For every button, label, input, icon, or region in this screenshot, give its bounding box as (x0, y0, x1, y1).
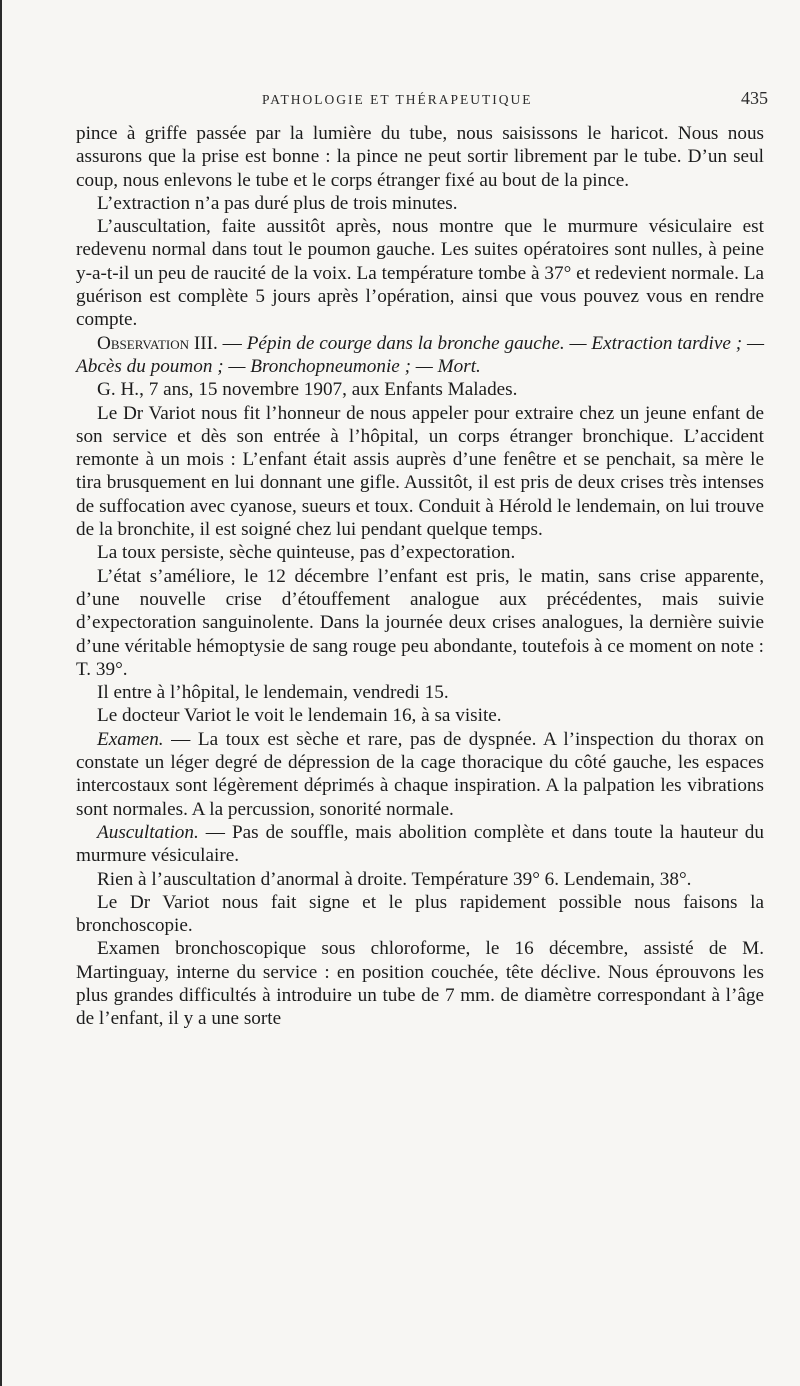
observation-heading (76, 332, 764, 379)
paragraph: L’état s’améliore, le 12 décembre l’enfant est pris, le matin, sans crise apparente, d’une nouvelle crise d’étouffement analogue aux précédentes, mais suivie d’expectoration sanguinolente. Dans la journée deux crises analogues, la dernière suivie d’une véritable hémoptysie de sang rouge peu abondante, toutefois à ce moment on note : T. 39°. (76, 565, 764, 680)
paragraph: Rien à l’auscultation d’anormal à droite. Température 39° 6. Lendemain, 38°. (97, 868, 692, 890)
paragraph: Le Dr Variot nous fit l’honneur de nous appeler pour extraire chez un jeune enfant de son service et dès son entrée à l’hôpital, un corps étranger bronchique. L’accident remonte à un mois : L’enfant était assis auprès d’une fenêtre et se penchait, sa mère le tira brusquement en lui donnant une gifle. Aussitôt, il est pris de deux crises très intenses de suffocation avec cyanose, sueurs et toux. Conduit à Hérold le lendemain, on lui trouve de la bronchite, il est soigné chez lui pendant quelque temps. (76, 402, 764, 541)
paragraph: Il entre à l’hôpital, le lendemain, vendredi 15. (97, 682, 449, 704)
observation-dash: — (217, 332, 247, 354)
paragraph-examen (76, 728, 764, 821)
paragraph: G. H., 7 ans, 15 novembre 1907, aux Enfants Malades. (97, 379, 518, 401)
paragraph: Le Dr Variot nous fait signe et le plus rapidement possible nous faisons la bronchoscopie. (76, 891, 764, 937)
page-edge (0, 0, 2, 1386)
page-header (262, 88, 768, 109)
observation-title: Pépin de courge dans la bronche gauche. — Extraction tardive ; — Abcès du poumon ; — Bronchopneumonie ; — Mort. (76, 332, 765, 377)
auscultation-text: — Pas de souffle, mais abolition complète et dans toute la hauteur du murmure vésiculaire. (76, 821, 764, 867)
paragraph: L’extraction n’a pas duré plus de trois minutes. (97, 192, 458, 214)
auscultation-label: Auscultation. (97, 821, 199, 843)
paragraph-auscultation (76, 821, 764, 868)
examen-label: Examen. (97, 728, 164, 750)
paragraph: L’auscultation, faite aussitôt après, nous montre que le murmure vésiculaire est redevenu normal dans tout le poumon gauche. Les suites opératoires sont nulles, à peine y-a-t-il un peu de raucité de la voix. La température tombe à 37° et redevient normale. La guérison est complète 5 jours après l’opération, ainsi que vous pouvez vous en rendre compte. (76, 216, 764, 331)
paragraph: Le docteur Variot le voit le lendemain 16, à sa visite. (97, 705, 502, 727)
paragraph: Examen bronchoscopique sous chloroforme, le 16 décembre, assisté de M. Martinguay, interne du service : en position couchée, tête déclive. Nous éprouvons les plus grandes difficultés à introduire un tube de 7 mm. de diamètre correspondant à l’âge de l’enfant, il y a une sorte (76, 938, 764, 1030)
paragraph: La toux persiste, sèche quinteuse, pas d’expectoration. (97, 542, 516, 564)
body-text (76, 122, 764, 1031)
examen-text: — La toux est sèche et rare, pas de dyspnée. A l’inspection du thorax on constate un léger degré de dépression de la cage thoracique du côté gauche, les espaces intercostaux sont légèrement déprimés à chaque inspiration. A la palpation les vibrations sont normales. A la percussion, sonorité normale. (76, 728, 764, 820)
paragraph: pince à griffe passée par la lumière du tube, nous saisissons le haricot. Nous nous assurons que la prise est bonne : la pince ne peut sortir librement par le tube. D’un seul coup, nous enlevons le tube et le corps étranger fixé au bout de la pince. (76, 123, 764, 191)
running-title: PATHOLOGIE ET THÉRAPEUTIQUE (262, 92, 533, 107)
observation-label: Observation III. (97, 332, 218, 354)
page-number: 435 (741, 88, 768, 108)
